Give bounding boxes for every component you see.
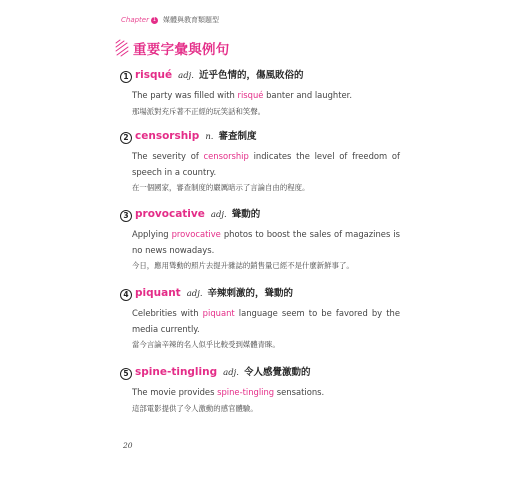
page-number: 20 bbox=[123, 441, 133, 450]
part-of-speech: adj. bbox=[210, 210, 227, 220]
hatch-decoration-icon bbox=[115, 39, 129, 57]
example-sentence-zh: 今日，應用聳動的照片去提升雜誌的銷售量已經不是什麼新鮮事了。 bbox=[132, 261, 354, 270]
vocab-word: piquant bbox=[135, 287, 181, 299]
example-highlight: provocative bbox=[171, 229, 221, 239]
vocab-word: spine-tingling bbox=[135, 366, 218, 378]
entry-head bbox=[120, 128, 400, 144]
entry-number: 3 bbox=[120, 210, 132, 222]
section-heading bbox=[115, 38, 230, 58]
entry-head bbox=[120, 67, 400, 83]
entry-number: 4 bbox=[120, 289, 132, 301]
part-of-speech: adj. bbox=[186, 289, 203, 299]
vocab-word: risqué bbox=[135, 69, 173, 81]
vocab-word: censorship bbox=[135, 130, 200, 142]
chapter-title: 媒體與教育類題型 bbox=[163, 16, 219, 24]
example-sentence-en bbox=[132, 227, 400, 258]
example-text: Celebrities with bbox=[132, 308, 203, 318]
example-sentence-zh: 在一個國家，審查制度的嚴厲暗示了言論自由的程度。 bbox=[132, 183, 310, 192]
entry-head bbox=[120, 206, 400, 222]
example-sentence-zh: 那場派對充斥著不正經的玩笑話和笑聲。 bbox=[132, 106, 266, 116]
part-of-speech: n. bbox=[205, 132, 214, 142]
entry-number: 2 bbox=[120, 132, 132, 144]
entry-number: 1 bbox=[120, 71, 132, 83]
vocab-word: provocative bbox=[135, 208, 205, 220]
example-text: language seem to be favored by the media currently. bbox=[132, 308, 400, 334]
example-text: The severity of bbox=[132, 151, 204, 161]
part-of-speech: adj. bbox=[178, 71, 194, 81]
example-highlight: censorship bbox=[203, 151, 249, 161]
word-meaning: 近乎色情的，傷風敗俗的 bbox=[199, 70, 304, 81]
entry-number: 5 bbox=[120, 368, 132, 380]
example-text: The party was filled with bbox=[132, 90, 238, 100]
example-text: The movie provides bbox=[132, 387, 218, 397]
example-text: banter and laughter. bbox=[263, 90, 352, 100]
example-text: indicates the level of freedom of speech in a country. bbox=[132, 151, 400, 177]
example-text: sensations. bbox=[274, 387, 325, 397]
entry-head bbox=[120, 364, 400, 380]
word-meaning: 令人感覺激動的 bbox=[243, 367, 311, 378]
vocab-entry bbox=[120, 364, 400, 414]
vocab-entry bbox=[120, 206, 400, 271]
word-meaning: 辛辣刺激的，聳動的 bbox=[207, 288, 294, 299]
example-sentence-en bbox=[132, 385, 400, 401]
example-highlight: piquant bbox=[202, 308, 235, 318]
example-highlight: risqué bbox=[237, 90, 264, 100]
vocab-entry bbox=[120, 285, 400, 350]
section-title: 重要字彙與例句 bbox=[133, 42, 230, 58]
word-meaning: 審查制度 bbox=[218, 131, 257, 142]
example-text: Applying bbox=[132, 229, 172, 239]
entry-head bbox=[120, 285, 400, 301]
word-meaning: 聳動的 bbox=[231, 209, 261, 220]
chapter-number-badge: 1 bbox=[152, 16, 157, 23]
part-of-speech: adj. bbox=[223, 368, 239, 378]
example-sentence-en bbox=[132, 149, 400, 180]
example-sentence-zh: 當今言論辛辣的名人似乎比較受到媒體青睞。 bbox=[132, 340, 280, 349]
vocab-entry bbox=[120, 67, 400, 117]
example-sentence-zh: 這部電影提供了令人激動的感官體驗。 bbox=[132, 403, 258, 413]
vocab-entry bbox=[120, 128, 400, 193]
chapter-header bbox=[121, 15, 219, 25]
example-highlight: spine-tingling bbox=[217, 387, 275, 397]
example-text: photos to boost the sales of magazines is no news nowadays. bbox=[132, 229, 400, 255]
example-sentence-en bbox=[132, 88, 400, 104]
example-sentence-en bbox=[132, 306, 400, 337]
chapter-label: Chapter bbox=[121, 16, 149, 24]
